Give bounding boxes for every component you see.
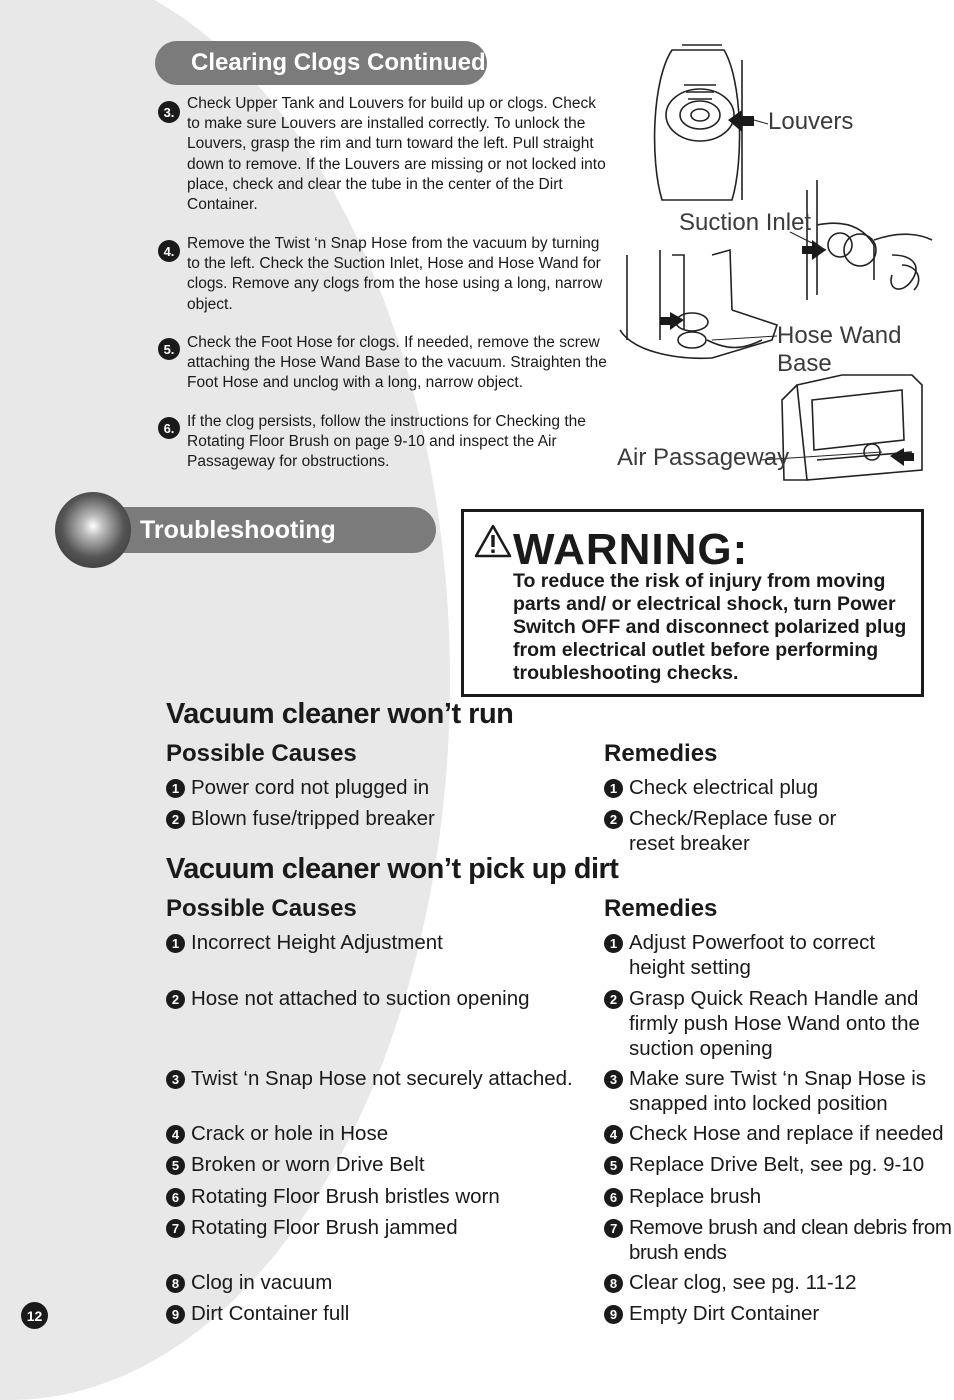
list-item: 8 Clog in vacuum (166, 1270, 332, 1295)
step-badge: 5. (158, 338, 180, 360)
step-badge: 4. (158, 240, 180, 262)
section-title: Clearing Clogs Continued (191, 49, 486, 76)
step-badge: 3. (158, 101, 180, 123)
page-number: 12 (21, 1302, 48, 1329)
causes-label: Possible Causes (166, 895, 357, 922)
list-item: 7 Rotating Floor Brush jammed (166, 1215, 458, 1240)
label-hose-wand-base: Hose Wand Base (777, 322, 902, 377)
list-item: 9 Dirt Container full (166, 1301, 349, 1326)
warning-title: WARNING: (513, 525, 749, 574)
section-title: Troubleshooting (140, 515, 336, 544)
decorative-sphere-icon (55, 492, 131, 568)
label-suction-inlet: Suction Inlet (679, 209, 812, 236)
list-item: 2 Blown fuse/tripped breaker (166, 806, 435, 831)
section-header-troubleshooting (100, 507, 436, 553)
remedies-label: Remedies (604, 740, 718, 767)
list-item: 1 Incorrect Height Adjustment (166, 930, 443, 955)
list-item: 7 Remove brush and clean debris from brush ends (604, 1215, 952, 1265)
list-item: 2 Check/Replace fuse or reset breaker (604, 806, 836, 856)
label-louvers: Louvers (768, 108, 854, 135)
warning-body: To reduce the risk of injury from moving parts and/ or electrical shock, turn Power Switch OFF and disconnect polarized plug from electrical outlet before performing troubleshooting checks. (513, 570, 907, 684)
section-header-clogs (155, 41, 487, 85)
warning-box (461, 509, 924, 697)
step-text: If the clog persists, follow the instructions for Checking the Rotating Floor Brush on page 9-10 and inspect the Air Passageway for obstructions. (187, 413, 586, 471)
list-item: 4 Check Hose and replace if needed (604, 1121, 944, 1146)
step-text: Check Upper Tank and Louvers for build up or clogs. Check to make sure Louvers are installed correctly. To unlock the Louvers, grasp the rim and turn toward the left. Pull straight down to remove. If the Louvers are missing or not locked into place, check and clear the tube in the center of the Dirt Container. (187, 95, 606, 214)
problem-heading: Vacuum cleaner won’t run (166, 698, 514, 730)
list-item: 3 Make sure Twist ‘n Snap Hose is snapped into locked position (604, 1066, 926, 1116)
list-item: 6 Rotating Floor Brush bristles worn (166, 1184, 500, 1209)
list-item: 1 Power cord not plugged in (166, 775, 429, 800)
list-item: 5 Broken or worn Drive Belt (166, 1152, 425, 1177)
list-item: 2 Hose not attached to suction opening (166, 986, 530, 1011)
problem-heading: Vacuum cleaner won’t pick up dirt (166, 853, 619, 885)
step-text: Remove the Twist ‘n Snap Hose from the vacuum by turning to the left. Check the Suction Inlet, Hose and Hose Wand for clogs. Remove any clogs from the hose using a long, narrow object. (187, 235, 603, 313)
step-badge: 6. (158, 417, 180, 439)
list-item: 6 Replace brush (604, 1184, 761, 1209)
list-item: 8 Clear clog, see pg. 11-12 (604, 1270, 857, 1295)
list-item: 1 Adjust Powerfoot to correct height setting (604, 930, 875, 980)
label-air-passageway: Air Passageway (617, 444, 790, 471)
list-item: 2 Grasp Quick Reach Handle and firmly push Hose Wand onto the suction opening (604, 986, 920, 1061)
list-item: 5 Replace Drive Belt, see pg. 9-10 (604, 1152, 924, 1177)
list-item: 1 Check electrical plug (604, 775, 818, 800)
list-item: 9 Empty Dirt Container (604, 1301, 819, 1326)
remedies-label: Remedies (604, 895, 718, 922)
causes-label: Possible Causes (166, 740, 357, 767)
warning-triangle-icon (474, 524, 512, 558)
list-item: 3 Twist ‘n Snap Hose not securely attached. (166, 1066, 573, 1091)
list-item: 4 Crack or hole in Hose (166, 1121, 388, 1146)
step-text: Check the Foot Hose for clogs. If needed, remove the screw attaching the Hose Wand Base to the vacuum. Straighten the Foot Hose and unclog with a long, narrow object. (187, 334, 607, 392)
